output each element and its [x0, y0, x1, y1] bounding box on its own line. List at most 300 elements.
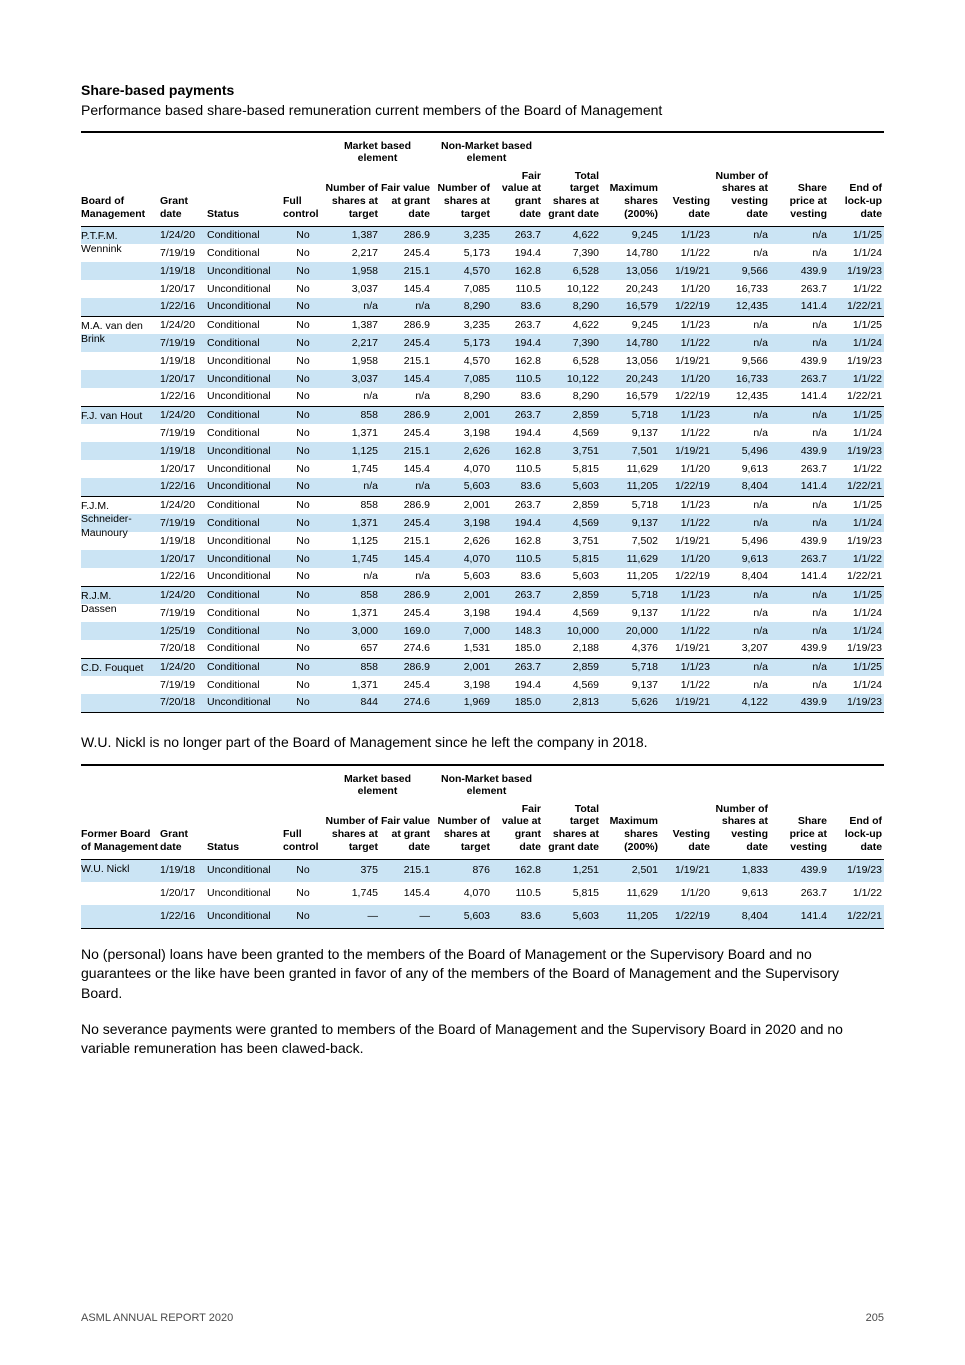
table-cell: Conditional: [207, 406, 283, 424]
table-cell: 11,629: [626, 887, 658, 900]
table-cell: 110.5: [515, 887, 541, 900]
table-cell: 1,125: [351, 534, 378, 547]
table-cell: 110.5: [515, 552, 541, 565]
table-header-row: [81, 170, 884, 227]
table-cell: n/a: [712, 496, 770, 514]
table-cell: 5,718: [601, 586, 660, 604]
table-row: [81, 478, 884, 496]
table-cell: 286.9: [380, 496, 432, 514]
table-cell: 10,000: [566, 624, 599, 637]
table-cell: 4,569: [572, 606, 599, 619]
column-header: Maximum shares (200%): [601, 803, 660, 860]
table-cell: n/a: [770, 586, 829, 604]
column-header: End of lock-up date: [829, 803, 884, 860]
group-header-market: Market based element: [343, 772, 412, 798]
table-cell: n/a: [812, 426, 827, 439]
table-cell: 162.8: [514, 534, 541, 547]
table-cell: 1/1/22: [680, 426, 710, 439]
table-cell: 375: [360, 864, 378, 877]
table-cell: 1/19/21: [674, 354, 710, 367]
table-cell: 858: [325, 586, 380, 604]
table-cell: 3,198: [463, 678, 490, 691]
table-cell: 1/22/16: [160, 570, 196, 583]
table-cell: No: [296, 336, 310, 349]
table-cell: 141.4: [800, 480, 827, 493]
table-cell: 1/1/24: [852, 516, 883, 529]
table-cell: 263.7: [800, 372, 827, 385]
table-cell: No: [296, 678, 310, 691]
table-cell: 185.0: [514, 696, 541, 709]
table-cell: 3,037: [351, 282, 378, 295]
column-header: Total target shares at grant date: [543, 170, 601, 227]
page-content: [81, 82, 884, 1059]
member-name-cell: [81, 882, 160, 905]
column-header: Fair value at grant date: [492, 803, 543, 860]
table-cell: Unconditional: [207, 354, 271, 367]
table-cell: 215.1: [403, 264, 430, 277]
group-header-spacer: [81, 765, 325, 803]
column-header: Number of shares at target: [325, 170, 380, 227]
table-cell: n/a: [753, 624, 768, 637]
table-cell: 439.9: [800, 642, 827, 655]
table-cell: 1/19/18: [160, 264, 196, 277]
table-cell: 1/1/25: [829, 406, 884, 424]
table-cell: 1/1/22: [680, 678, 710, 691]
member-name-cell: [81, 388, 160, 406]
table-row: [81, 676, 884, 694]
table-cell: 4,070: [463, 887, 490, 900]
member-name-cell: [81, 859, 160, 882]
table-cell: 1/22/19: [674, 909, 710, 922]
table-cell: Unconditional: [207, 552, 271, 565]
table-cell: 8,290: [463, 300, 490, 313]
member-name-cell: [81, 226, 160, 256]
member-name: M.A. van den Brink: [81, 319, 143, 346]
table-cell: 4,122: [741, 696, 768, 709]
table-row: [81, 370, 884, 388]
table-cell: 7,000: [463, 624, 490, 637]
table-cell: n/a: [712, 586, 770, 604]
table-cell: No: [296, 534, 310, 547]
table-cell: 1/1/22: [680, 336, 710, 349]
member-name-cell: [81, 298, 160, 316]
table-cell: 9,613: [741, 462, 768, 475]
table-cell: 1/22/19: [674, 300, 710, 313]
table-cell: 141.4: [800, 909, 827, 922]
column-header: Fair value at grant date: [492, 170, 543, 227]
table-cell: 1/22/21: [846, 570, 883, 583]
table-cell: n/a: [363, 300, 378, 313]
table-cell: Conditional: [207, 624, 260, 637]
table-cell: 1/1/20: [680, 282, 710, 295]
table-cell: No: [296, 300, 310, 313]
table-cell: 194.4: [514, 336, 541, 349]
table-row: [81, 424, 884, 442]
table-cell: 9,137: [631, 606, 658, 619]
table-cell: 4,569: [572, 516, 599, 529]
table-cell: 16,579: [625, 390, 658, 403]
table-cell: 1/24/20: [160, 658, 207, 676]
table-cell: 7,501: [631, 444, 658, 457]
table-cell: 286.9: [380, 316, 432, 334]
column-header: Number of shares at target: [325, 803, 380, 860]
table-cell: No: [296, 246, 310, 259]
table-cell: Unconditional: [207, 864, 271, 877]
member-name-cell: [81, 586, 160, 616]
table-cell: No: [296, 372, 310, 385]
column-header: Number of shares at target: [432, 803, 492, 860]
table-cell: 5,603: [572, 480, 599, 493]
table-cell: 9,137: [631, 678, 658, 691]
member-name-cell: [81, 658, 160, 676]
member-name: P.T.F.M. Wennink: [81, 229, 122, 256]
table-cell: 245.4: [403, 516, 430, 529]
column-header: Status: [207, 170, 283, 227]
table-cell: 1/20/17: [160, 887, 196, 900]
table-cell: 439.9: [800, 864, 827, 877]
table-cell: 1/1/20: [680, 887, 710, 900]
table-cell: 263.7: [800, 462, 827, 475]
table-cell: 844: [360, 696, 378, 709]
member-name-cell: [81, 370, 160, 388]
table-cell: Unconditional: [207, 300, 271, 313]
current-board-remuneration-table: [81, 131, 884, 713]
table-cell: n/a: [812, 246, 827, 259]
table-cell: 1/22/16: [160, 909, 196, 922]
table-cell: 439.9: [800, 696, 827, 709]
member-name-cell: [81, 622, 160, 640]
table-cell: Unconditional: [207, 909, 271, 922]
table-cell: 1/19/23: [846, 642, 883, 655]
table-cell: No: [296, 552, 310, 565]
member-name-cell: [81, 676, 160, 694]
table-cell: 14,780: [625, 336, 658, 349]
table-cell: No: [296, 642, 310, 655]
table-cell: 11,629: [626, 462, 658, 475]
table-cell: 9,137: [631, 426, 658, 439]
table-cell: 263.7: [800, 887, 827, 900]
table-cell: 20,243: [625, 372, 658, 385]
table-cell: 439.9: [800, 264, 827, 277]
table-cell: 1,371: [351, 516, 378, 529]
table-cell: 263.7: [800, 282, 827, 295]
table-cell: 9,245: [601, 316, 660, 334]
table-cell: 439.9: [800, 354, 827, 367]
table-cell: 9,566: [741, 354, 768, 367]
table-cell: 83.6: [520, 570, 541, 583]
table-cell: 185.0: [514, 642, 541, 655]
table-cell: 286.9: [403, 228, 430, 241]
column-header: Vesting date: [660, 803, 712, 860]
table-row: [81, 568, 884, 586]
table-cell: 263.7: [492, 316, 543, 334]
table-cell: 162.8: [514, 264, 541, 277]
table-cell: 1/22/19: [674, 480, 710, 493]
table-cell: 439.9: [800, 534, 827, 547]
table-cell: 148.3: [514, 624, 541, 637]
table-row: [81, 859, 884, 882]
table-cell: n/a: [415, 570, 430, 583]
table-cell: n/a: [812, 228, 827, 241]
table-cell: No: [296, 264, 310, 277]
table-cell: 5,173: [463, 336, 490, 349]
table-cell: 1/24/20: [160, 406, 207, 424]
table-cell: 263.7: [492, 586, 543, 604]
group-header-market: Market based element: [343, 139, 412, 165]
column-header: End of lock-up date: [829, 170, 884, 227]
table-cell: 110.5: [515, 372, 541, 385]
table-cell: Unconditional: [207, 372, 271, 385]
table-cell: 4,570: [463, 264, 490, 277]
table-cell: Unconditional: [207, 480, 271, 493]
member-name: F.J. van Hout: [81, 409, 143, 422]
table-cell: n/a: [712, 406, 770, 424]
table-cell: 2,001: [432, 406, 492, 424]
table-cell: Conditional: [207, 516, 260, 529]
table-cell: 1/20/17: [160, 282, 196, 295]
table-cell: 1,745: [351, 462, 378, 475]
table-cell: 1,371: [351, 426, 378, 439]
table-header-row: [81, 803, 884, 860]
table-cell: 145.4: [403, 462, 430, 475]
table-cell: 215.1: [403, 444, 430, 457]
table-cell: No: [296, 444, 310, 457]
table-cell: 5,603: [463, 570, 490, 583]
table-cell: 8,404: [741, 570, 768, 583]
table-cell: 5,496: [741, 534, 768, 547]
table-cell: No: [296, 864, 310, 877]
report-title: ASML ANNUAL REPORT 2020: [81, 1312, 234, 1324]
table-cell: 286.9: [380, 586, 432, 604]
table-row: [81, 226, 884, 244]
table-cell: 858: [325, 658, 380, 676]
column-header: Number of shares at target: [432, 170, 492, 227]
table-cell: 1/19/21: [674, 264, 710, 277]
table-cell: n/a: [753, 426, 768, 439]
table-cell: Unconditional: [207, 696, 271, 709]
table-cell: 5,815: [572, 887, 599, 900]
table-cell: n/a: [753, 516, 768, 529]
table-cell: 1/20/17: [160, 372, 196, 385]
group-header-non-market: Non-Market based element: [440, 772, 533, 798]
table-cell: 145.4: [403, 372, 430, 385]
table-row: [81, 532, 884, 550]
table-cell: 12,435: [735, 390, 768, 403]
table-cell: 1/1/24: [852, 246, 883, 259]
table-cell: 1/1/23: [660, 496, 712, 514]
table-cell: 1/19/21: [674, 642, 710, 655]
table-cell: n/a: [415, 300, 430, 313]
table-cell: 5,603: [572, 570, 599, 583]
table-cell: 9,566: [741, 264, 768, 277]
table-cell: 1/24/20: [160, 586, 207, 604]
table-cell: 5,718: [601, 658, 660, 676]
table-cell: 194.4: [514, 678, 541, 691]
table-cell: 169.0: [403, 624, 430, 637]
table-cell: 215.1: [403, 534, 430, 547]
table-cell: 1/1/23: [660, 406, 712, 424]
table-cell: 1/1/22: [852, 372, 883, 385]
table-cell: 7,390: [572, 246, 599, 259]
table-cell: 3,198: [463, 606, 490, 619]
table-cell: Unconditional: [207, 282, 271, 295]
column-header: Fair value at grant date: [380, 803, 432, 860]
table-cell: 1/19/23: [846, 444, 883, 457]
table-cell: 439.9: [800, 444, 827, 457]
table-cell: 1/22/16: [160, 390, 196, 403]
table-group-header-row: [81, 765, 884, 803]
member-name-cell: [81, 694, 160, 712]
table-cell: 1/22/21: [846, 909, 883, 922]
table-cell: No: [296, 516, 310, 529]
table-cell: 245.4: [403, 246, 430, 259]
table-cell: 1/1/22: [680, 624, 710, 637]
table-cell: 858: [325, 406, 380, 424]
member-name: F.J.M. Schneider-Maunoury: [81, 499, 132, 540]
table-cell: 4,569: [572, 426, 599, 439]
member-name-cell: [81, 262, 160, 280]
table-cell: n/a: [812, 516, 827, 529]
table-cell: No: [296, 228, 310, 241]
table-cell: 16,733: [735, 282, 768, 295]
table-cell: No: [283, 406, 325, 424]
table-cell: 1/1/22: [680, 606, 710, 619]
table-cell: 20,243: [625, 282, 658, 295]
table-cell: 4,622: [572, 228, 599, 241]
table-cell: 245.4: [403, 678, 430, 691]
member-name-cell: [81, 424, 160, 442]
table-cell: 16,579: [625, 300, 658, 313]
loans-paragraph: No (personal) loans have been granted to the members of the Board of Management or the Supervisory Board and no guarantees or the like have been granted in favor of any of the members of the Board of Management and the Supervisory Board.: [81, 945, 840, 1002]
table-cell: 1/22/19: [674, 570, 710, 583]
table-cell: 7,085: [463, 282, 490, 295]
table-cell: 7,502: [631, 534, 658, 547]
column-header: Share price at vesting: [770, 803, 829, 860]
table-cell: 1/22/19: [674, 390, 710, 403]
table-cell: 1/1/24: [852, 336, 883, 349]
table-cell: 9,613: [741, 552, 768, 565]
page-footer: [81, 1312, 884, 1324]
table-cell: n/a: [712, 316, 770, 334]
table-cell: 286.9: [380, 658, 432, 676]
table-row: [81, 658, 884, 676]
table-cell: 162.8: [514, 354, 541, 367]
table-cell: 145.4: [403, 282, 430, 295]
table-cell: 141.4: [800, 570, 827, 583]
table-cell: 1/19/18: [160, 864, 196, 877]
table-cell: 162.8: [514, 444, 541, 457]
table-cell: 6,528: [572, 264, 599, 277]
table-cell: 245.4: [403, 336, 430, 349]
table-cell: 194.4: [514, 516, 541, 529]
table-cell: 1/1/22: [680, 246, 710, 259]
table-cell: 5,718: [601, 496, 660, 514]
table-cell: n/a: [753, 606, 768, 619]
table-cell: 5,173: [463, 246, 490, 259]
severance-paragraph: No severance payments were granted to members of the Board of Management and the Supervisory Board in 2020 and no variable remuneration has been clawed-back.: [81, 1020, 843, 1057]
table-row: [81, 460, 884, 478]
former-board-remuneration-table: [81, 764, 884, 929]
table-cell: 6,528: [572, 354, 599, 367]
table-cell: 263.7: [492, 658, 543, 676]
table-cell: 5,603: [463, 909, 490, 922]
table-cell: 4,622: [543, 316, 601, 334]
table-cell: Unconditional: [207, 887, 271, 900]
table-cell: 162.8: [514, 864, 541, 877]
column-header: Fair value at grant date: [380, 170, 432, 227]
table-cell: 263.7: [800, 552, 827, 565]
table-cell: Conditional: [207, 228, 260, 241]
table-row: [81, 586, 884, 604]
table-cell: 1/1/25: [829, 586, 884, 604]
table-cell: 1/19/21: [674, 444, 710, 457]
member-name-cell: [81, 316, 160, 346]
table-cell: No: [296, 909, 310, 922]
table-cell: 1,371: [351, 606, 378, 619]
table-cell: 8,404: [741, 909, 768, 922]
table-cell: 215.1: [403, 354, 430, 367]
table-cell: Conditional: [207, 678, 260, 691]
table-cell: Conditional: [207, 316, 283, 334]
table-row: [81, 388, 884, 406]
table-cell: 1/24/20: [160, 496, 207, 514]
table-cell: n/a: [770, 496, 829, 514]
table-cell: 1,745: [351, 887, 378, 900]
member-name-cell: [81, 640, 160, 658]
table-cell: 1/1/24: [852, 426, 883, 439]
table-cell: 11,205: [626, 909, 658, 922]
table-row: [81, 262, 884, 280]
table-cell: 9,613: [741, 887, 768, 900]
table-cell: n/a: [753, 228, 768, 241]
table-cell: n/a: [363, 570, 378, 583]
table-cell: No: [283, 496, 325, 514]
table-cell: 1/1/20: [680, 462, 710, 475]
table-cell: 286.9: [380, 406, 432, 424]
table-cell: 1/1/22: [852, 887, 883, 900]
table-cell: 263.7: [514, 228, 541, 241]
table-cell: 9,137: [631, 516, 658, 529]
table-cell: 1/19/21: [674, 696, 710, 709]
table-cell: 1/24/20: [160, 316, 207, 334]
table-cell: 3,207: [741, 642, 768, 655]
table-cell: n/a: [753, 336, 768, 349]
table-cell: 1/1/22: [852, 552, 883, 565]
column-header: Vesting date: [660, 170, 712, 227]
table-cell: No: [283, 316, 325, 334]
table-cell: —: [419, 909, 430, 922]
table-row: [81, 905, 884, 928]
table-cell: 245.4: [403, 426, 430, 439]
member-name-cell: [81, 406, 160, 424]
table-cell: 1/24/20: [160, 228, 196, 241]
table-cell: 1/1/23: [660, 316, 712, 334]
table-cell: No: [283, 658, 325, 676]
table-cell: n/a: [753, 678, 768, 691]
table-cell: 16,733: [735, 372, 768, 385]
table-cell: 83.6: [520, 300, 541, 313]
table-row: [81, 514, 884, 532]
table-cell: No: [296, 696, 310, 709]
table-cell: n/a: [812, 606, 827, 619]
table-cell: 2,626: [463, 534, 490, 547]
table-cell: 13,056: [625, 264, 658, 277]
member-name-cell: [81, 442, 160, 460]
table-cell: 263.7: [492, 406, 543, 424]
table-cell: 1/20/17: [160, 462, 196, 475]
table-cell: 4,570: [463, 354, 490, 367]
table-cell: n/a: [363, 480, 378, 493]
